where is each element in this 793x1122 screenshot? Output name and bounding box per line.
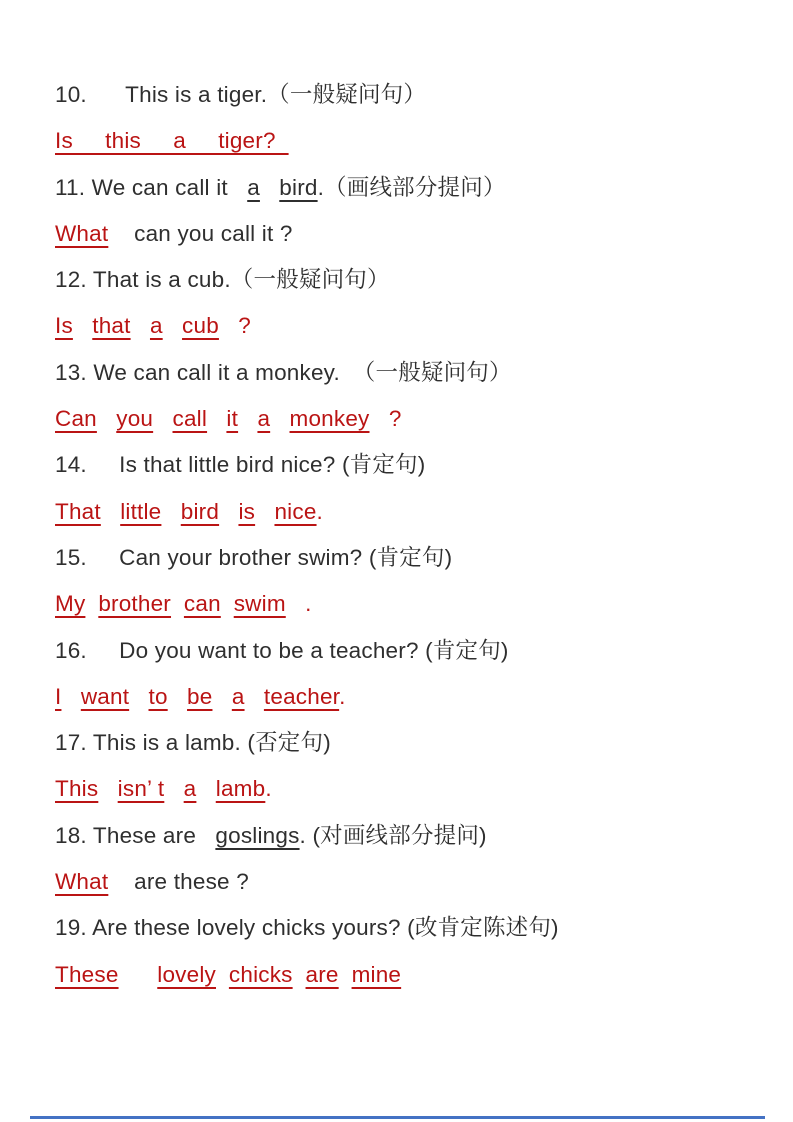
text-run: bird <box>279 174 318 200</box>
exercise-line-answer-18 <box>55 859 775 905</box>
text-run: a <box>149 313 163 339</box>
text-run: you <box>116 406 154 432</box>
exercise-line-answer-12 <box>55 303 775 349</box>
bottom-blue-rule <box>30 1116 765 1119</box>
exercise-line-answer-10 <box>55 118 775 164</box>
text-run: lamb <box>215 776 266 802</box>
exercise-line-question-12 <box>55 257 775 303</box>
text-run: 15. Can your brother swim? (肯定句) <box>55 544 453 570</box>
text-run: lovely <box>157 961 216 987</box>
text-run: that <box>92 313 131 339</box>
text-run: are <box>305 961 339 987</box>
text-run: it <box>226 406 239 432</box>
text-run <box>216 962 229 987</box>
text-run: . <box>265 776 272 802</box>
text-run <box>73 313 92 338</box>
exercise-line-question-19 <box>55 905 775 951</box>
text-run: 18. These are <box>55 822 216 848</box>
text-run: 13. We can call it a monkey. （一般疑问句） <box>55 359 512 385</box>
text-run: mine <box>351 961 402 987</box>
text-run <box>168 684 187 709</box>
text-run: 14. Is that little bird nice? (肯定句) <box>55 452 426 478</box>
text-run: is <box>238 498 256 524</box>
text-run: Is <box>55 313 73 339</box>
text-run <box>238 406 257 431</box>
text-run: can you call it ? <box>108 220 293 246</box>
text-run: 19. Are these lovely chicks yours? (改肯定陈述句) <box>55 915 559 941</box>
exercise-line-question-15 <box>55 535 775 581</box>
text-run: 16. Do you want to be a teacher? (肯定句) <box>55 637 509 663</box>
text-run: a <box>247 174 260 200</box>
text-run <box>219 499 238 524</box>
text-run: cub <box>182 313 219 339</box>
text-run: call <box>172 406 208 432</box>
text-run: . (对画线部分提问) <box>299 822 487 848</box>
text-run <box>101 499 120 524</box>
exercise-line-answer-19 <box>55 952 775 998</box>
text-run <box>98 776 117 801</box>
text-run: ? <box>218 313 252 339</box>
text-run: I <box>55 683 62 709</box>
text-run <box>255 499 274 524</box>
text-run: .（画线部分提问） <box>317 174 506 200</box>
text-run <box>339 962 352 987</box>
text-run: isn’ t <box>117 776 165 802</box>
text-run: a <box>257 406 271 432</box>
text-run: ? <box>369 406 402 432</box>
exercise-line-answer-14 <box>55 489 775 535</box>
text-run <box>119 962 158 987</box>
text-run: goslings <box>215 822 300 848</box>
text-run <box>129 684 148 709</box>
text-run <box>131 313 150 338</box>
text-run: bird <box>180 498 220 524</box>
exercise-line-answer-15 <box>55 581 775 627</box>
text-run: 10. This is a tiger.（一般疑问句） <box>55 82 427 107</box>
exercise-line-answer-11 <box>55 211 775 257</box>
text-run <box>153 406 172 431</box>
text-run: teacher <box>263 683 340 709</box>
text-run <box>293 962 306 987</box>
text-run: What <box>55 220 109 246</box>
exercise-line-question-17 <box>55 720 775 766</box>
text-run: 17. This is a lamb. (否定句) <box>55 730 331 756</box>
exercise-line-question-16 <box>55 628 775 674</box>
text-run: 11. We can call it <box>55 174 248 200</box>
text-run: brother <box>98 591 172 617</box>
text-run <box>196 776 215 801</box>
text-run: This <box>55 776 99 802</box>
text-run: . <box>285 591 312 617</box>
text-run <box>61 684 80 709</box>
text-run: Can <box>55 406 97 432</box>
text-run: be <box>187 683 213 709</box>
exercise-line-question-11 <box>55 165 775 211</box>
text-run: are these ? <box>108 869 249 895</box>
text-run <box>221 591 234 616</box>
text-run: . <box>339 683 346 709</box>
text-run: can <box>183 591 221 617</box>
text-run: little <box>120 498 162 524</box>
text-run: monkey <box>289 406 370 432</box>
text-run: . <box>316 498 323 524</box>
text-run: Is this a tiger? <box>55 128 289 154</box>
text-run <box>270 406 289 431</box>
exercise-line-answer-13 <box>55 396 775 442</box>
text-run: What <box>55 869 109 895</box>
exercise-line-question-14 <box>55 442 775 488</box>
text-run: a <box>183 776 197 802</box>
text-run <box>260 175 279 200</box>
text-run <box>97 406 116 431</box>
text-run <box>163 313 182 338</box>
text-run <box>171 591 184 616</box>
text-run: nice <box>274 498 317 524</box>
text-run <box>85 591 98 616</box>
text-run: chicks <box>228 961 293 987</box>
text-run <box>212 684 231 709</box>
text-run: These <box>55 961 119 987</box>
text-run <box>207 406 226 431</box>
exercise-line-answer-16 <box>55 674 775 720</box>
text-run: That <box>55 498 101 524</box>
exercise-line-answer-17 <box>55 766 775 812</box>
exercise-line-question-18 <box>55 813 775 859</box>
text-run: My <box>55 591 86 617</box>
text-run <box>161 499 180 524</box>
text-run <box>164 776 183 801</box>
text-run: 12. That is a cub.（一般疑问句） <box>55 267 390 293</box>
text-run: to <box>148 683 168 709</box>
text-run: a <box>231 683 245 709</box>
text-run <box>245 684 264 709</box>
text-run: swim <box>233 591 286 617</box>
exercise-line-question-13 <box>55 350 775 396</box>
text-run: want <box>80 683 130 709</box>
exercise-line-question-10 <box>55 72 775 118</box>
